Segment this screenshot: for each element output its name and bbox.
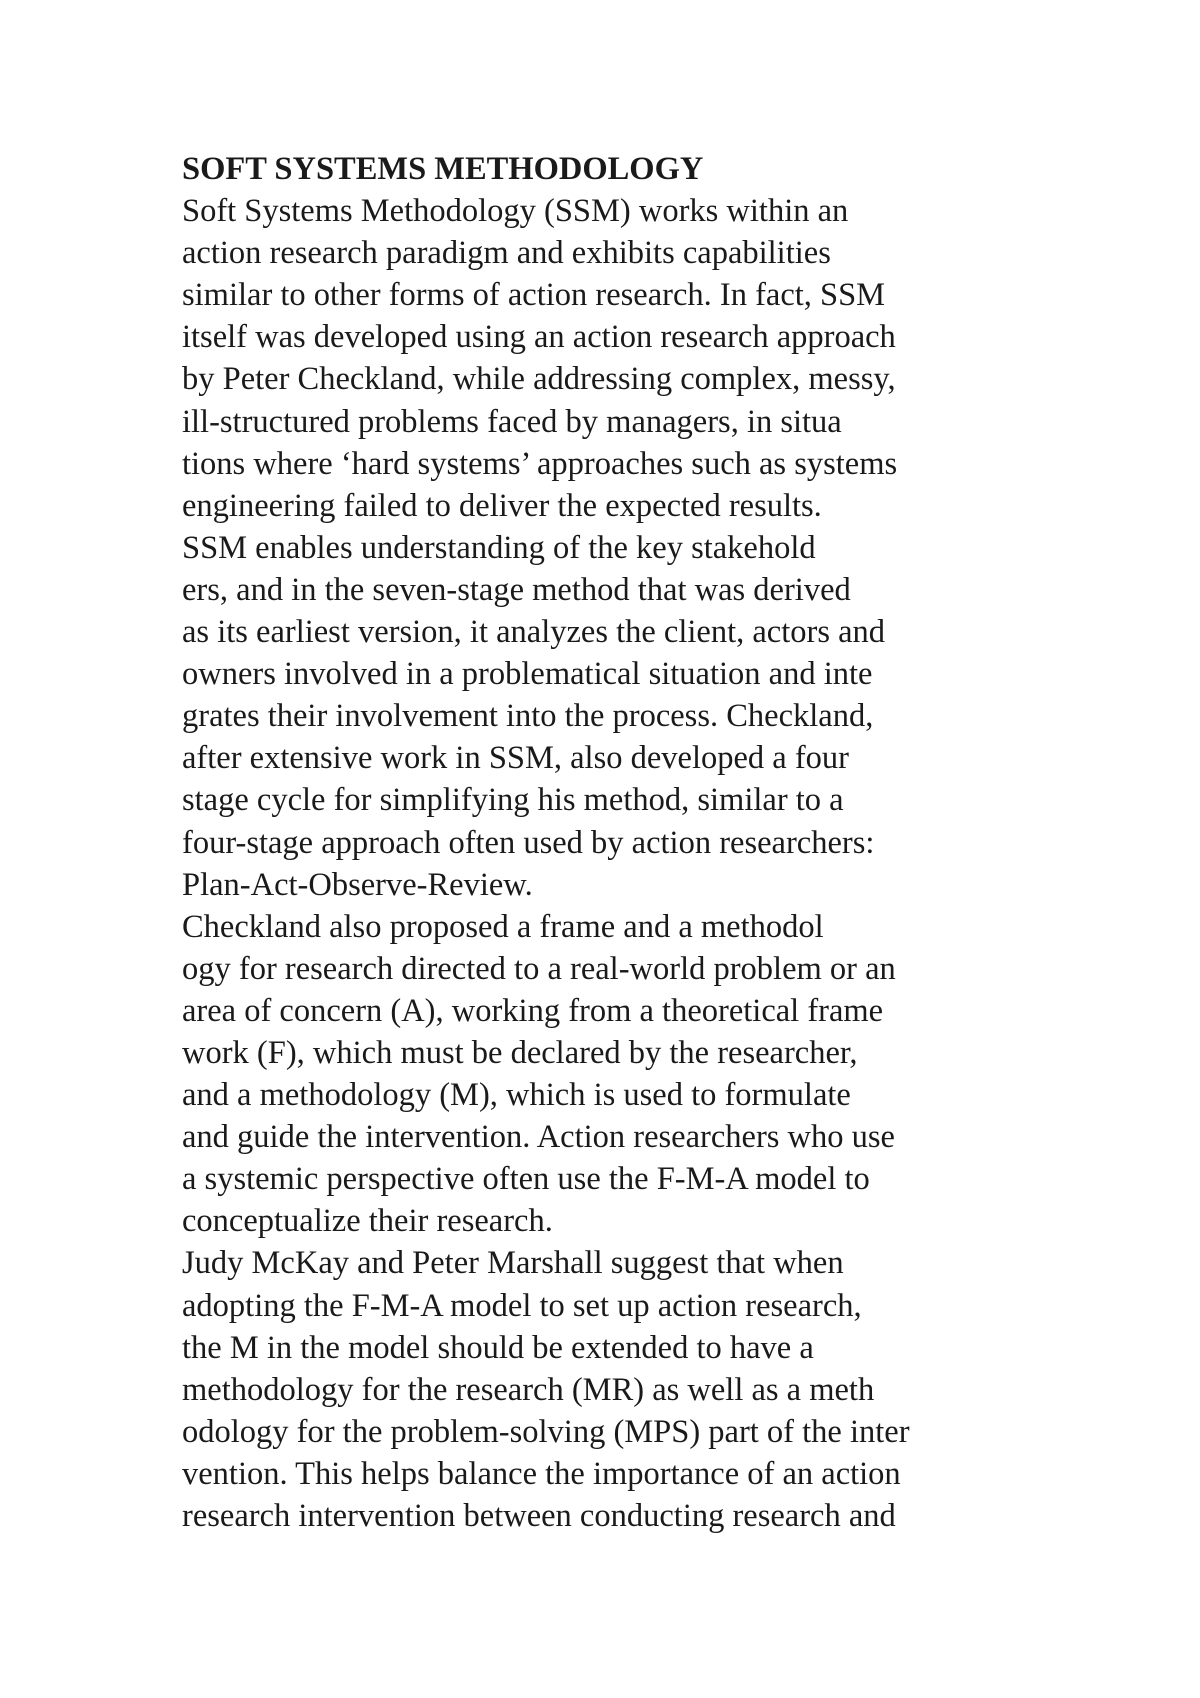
- text-line: Plan-Act-Observe-Review.: [182, 866, 533, 903]
- text-line: Checkland also proposed a frame and a methodol: [182, 908, 824, 945]
- text-line: itself was developed using an action research approach: [182, 319, 896, 356]
- text-line: stage cycle for simplifying his method, similar to a: [182, 782, 844, 819]
- text-line: a systemic perspective often use the F-M-A model to: [182, 1161, 870, 1198]
- text-line: similar to other forms of action research. In fact, SSM: [182, 277, 886, 314]
- text-line: after extensive work in SSM, also developed a four: [182, 740, 849, 777]
- text-line: Soft Systems Methodology (SSM) works within an: [182, 193, 849, 230]
- text-line: SSM enables understanding of the key stakehold: [182, 529, 816, 566]
- text-line: owners involved in a problematical situation and inte: [182, 656, 873, 693]
- text-line: and guide the intervention. Action researchers who use: [182, 1119, 895, 1156]
- text-line: ill-structured problems faced by managers, in situa: [182, 403, 842, 440]
- text-line: four-stage approach often used by action researchers:: [182, 824, 875, 861]
- text-line: vention. This helps balance the importance of an action: [182, 1455, 901, 1492]
- page-title: SOFT SYSTEMS METHODOLOGY: [182, 151, 704, 187]
- text-line: tions where ‘hard systems’ approaches such as systems: [182, 445, 898, 482]
- text-line: work (F), which must be declared by the researcher,: [182, 1034, 858, 1071]
- text-line: grates their involvement into the process. Checkland,: [182, 698, 874, 735]
- text-line: research intervention between conducting research and: [182, 1498, 896, 1534]
- text-line: odology for the problem-solving (MPS) part of the inter: [182, 1413, 910, 1450]
- text-line: area of concern (A), working from a theoretical frame: [182, 992, 884, 1029]
- text-line: the M in the model should be extended to have a: [182, 1329, 814, 1366]
- text-line: as its earliest version, it analyzes the client, actors and: [182, 614, 886, 651]
- text-line: action research paradigm and exhibits capabilities: [182, 235, 831, 272]
- text-line: and a methodology (M), which is used to formulate: [182, 1077, 851, 1114]
- text-line: engineering failed to deliver the expected results.: [182, 487, 822, 524]
- text-line: methodology for the research (MR) as well as a meth: [182, 1371, 875, 1408]
- text-line: adopting the F-M-A model to set up action research,: [182, 1287, 862, 1324]
- text-line: ers, and in the seven-stage method that was derived: [182, 571, 851, 608]
- text-line: Judy McKay and Peter Marshall suggest that when: [182, 1245, 844, 1282]
- document-body: [182, 148, 1082, 1537]
- text-line: conceptualize their research.: [182, 1203, 553, 1240]
- text-line: ogy for research directed to a real-world problem or an: [182, 950, 896, 987]
- text-line: by Peter Checkland, while addressing complex, messy,: [182, 361, 896, 398]
